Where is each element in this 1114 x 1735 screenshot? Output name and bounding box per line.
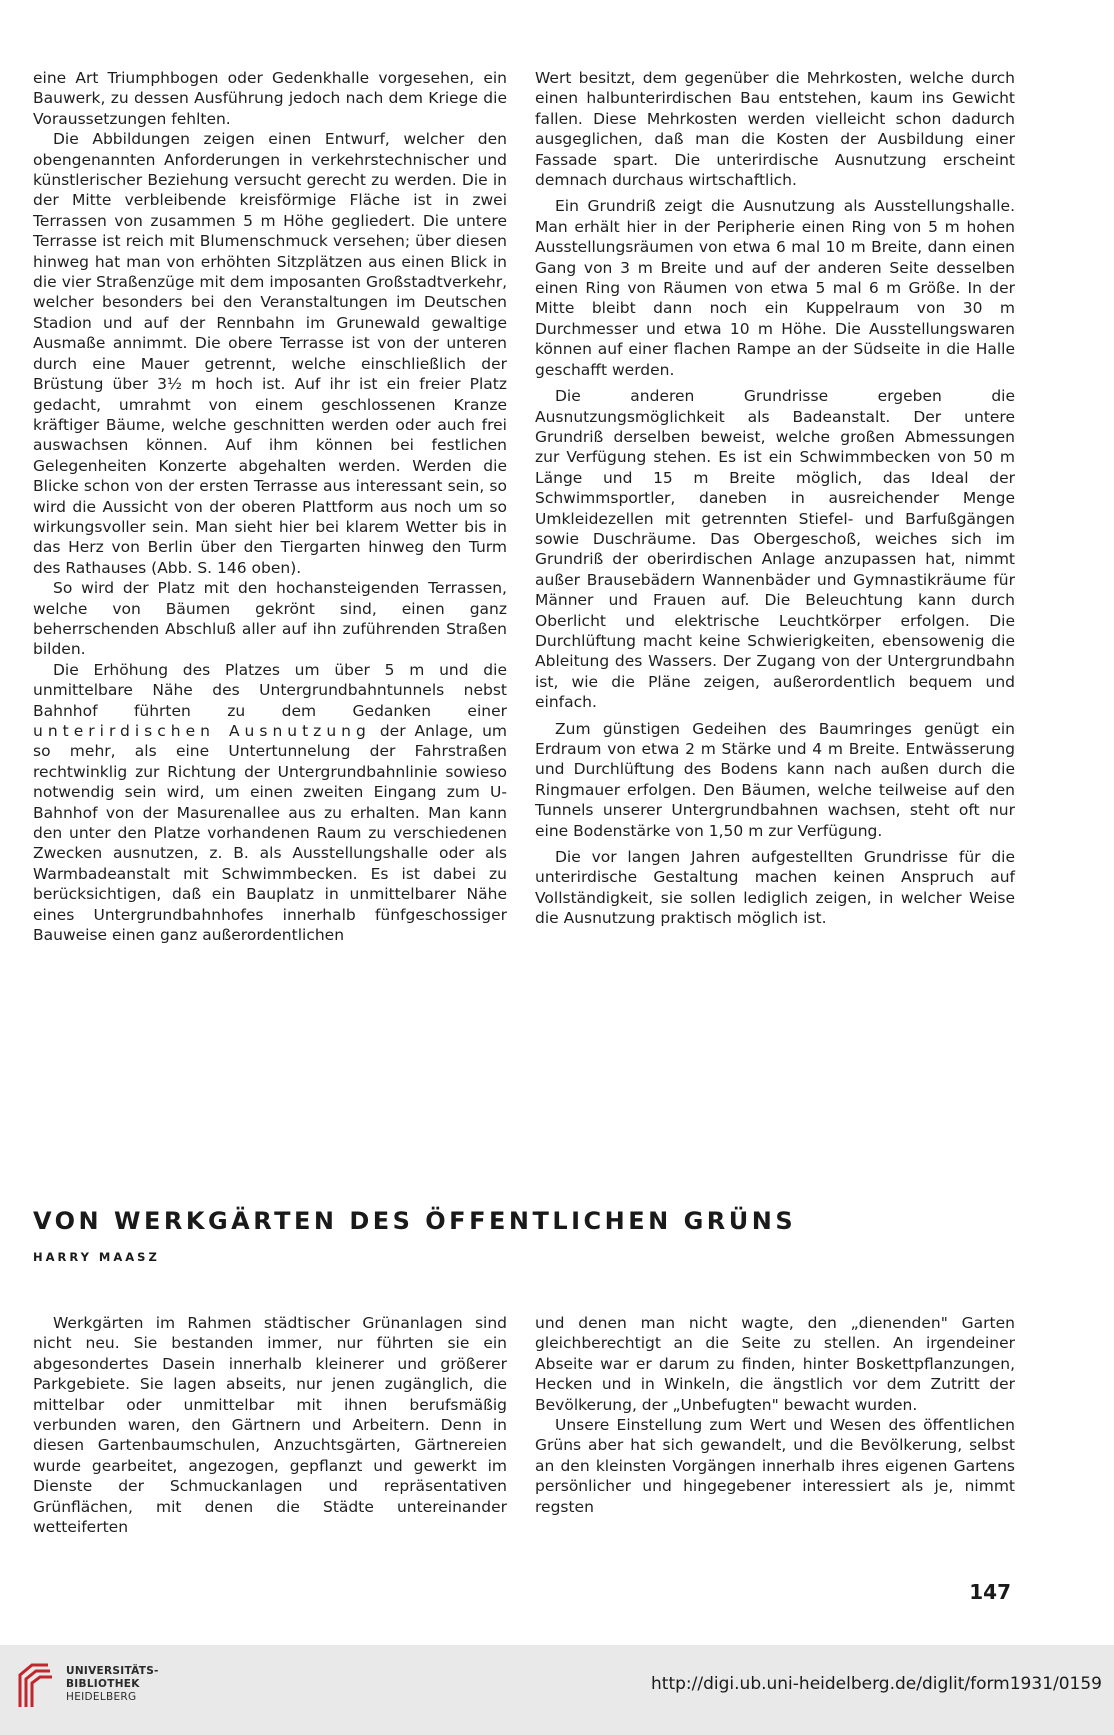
text-column-2 bbox=[535, 68, 1015, 929]
paragraph-text: der Anlage, um so mehr, als eine Untertunnelung der Fahrstraßen rechtwinklig zur Richtung der Untergrundbahnlinie sowieso notwendig sein wird, um einen zweiten Eingang zum U-Bahnhof von der Masurenallee aus zu erhalten. Man kann den unter den Platze vorhandenen Raum zu verschiedenen Zwecken ausnutzen, z. B. als Ausstellungshalle oder als Warmbadeanstalt mit Schwimmbecken. Es ist dabei zu berücksichtigen, daß ein Bauplatz in unmittelbarer Nähe eines Untergrundbahnhofes innerhalb fünfgeschossiger Bauweise einen ganz außerordentlichen bbox=[33, 722, 507, 945]
emphasized-text: unterirdischen Ausnutzung bbox=[33, 722, 371, 740]
library-logo-icon bbox=[12, 1661, 56, 1711]
page-number: 147 bbox=[969, 1580, 1011, 1604]
paragraph-text: Die Erhöhung des Platzes um über 5 m und die unmittelbare Nähe des Untergrundbahntunnels nebst Bahnhof führten zu dem Gedanken einer bbox=[33, 660, 507, 720]
library-name-line: UNIVERSITÄTS- bbox=[66, 1665, 159, 1677]
paragraph: Wert besitzt, dem gegenüber die Mehrkosten, welche durch einen halbunterirdischen Bau entstehen, kaum ins Gewicht fallen. Diese Mehrkosten werden vielleicht schon dadurch ausgeglichen, daß man die Kosten der Ausbildung einer Fassade spart. Die unterirdische Ausnutzung erscheint demnach durchaus wirtschaftlich. bbox=[535, 69, 1015, 190]
paragraph: und denen man nicht wagte, den „dienenden" Garten gleichberechtigt an die Seite zu stellen. An irgendeiner Abseite war er darum zu finden, hinter Boskettpflanzungen, Hecken und in Winkeln, die ängstlich vor dem Zutritt der Bevölkerung, der „Unbefugten" bewacht wurden. bbox=[535, 1314, 1015, 1414]
paragraph: Ein Grundriß zeigt die Ausnutzung als Ausstellungshalle. Man erhält hier in der Peripherie einen Ring von 5 m hohen Ausstellungsräumen von etwa 6 mal 10 m Breite, dann einen Gang von 3 m Breite und auf der anderen Seite desselben einen Ring von Räumen von etwa 5 mal 6 m Größe. In der Mitte bleibt dann noch ein Kuppelraum von 30 m Durchmesser und etwa 10 m Höhe. Die Ausstellungswaren können auf einer flachen Rampe an der Südseite in die Halle geschafft werden. bbox=[535, 197, 1015, 379]
text-column-3 bbox=[33, 1313, 507, 1537]
paragraph: Unsere Einstellung zum Wert und Wesen des öffentlichen Grüns aber hat sich gewandelt, und die Bevölkerung, selbst an den kleinsten Vorgängen innerhalb ihres eigenen Gartens persönlicher und hingegebener interessiert als je, nimmt regsten bbox=[535, 1416, 1015, 1516]
article-author: HARRY MAASZ bbox=[33, 1250, 160, 1264]
footer-bar bbox=[0, 1645, 1114, 1735]
paragraph: Zum günstigen Gedeihen des Baumringes genügt ein Erdraum von etwa 2 m Stärke und 4 m Breite. Entwässerung und Durchlüftung des Bodens kann nach außen durch die Ringmauer erfolgen. Den Bäumen, welche teilweise auf den Tunnels unserer Untergrundbahnen wachsen, steht oft nur eine Bodenstärke von 1,50 m zur Verfügung. bbox=[535, 719, 1015, 840]
paragraph bbox=[33, 660, 507, 946]
paragraph: Die vor langen Jahren aufgestellten Grundrisse für die unterirdische Gestaltung machen keinen Anspruch auf Vollständigkeit, sie sollen lediglich zeigen, in welcher Weise die Ausnutzung praktisch möglich ist. bbox=[535, 848, 1015, 928]
library-name-line: BIBLIOTHEK bbox=[66, 1678, 140, 1690]
paragraph: Die Abbildungen zeigen einen Entwurf, welcher den obengenannten Anforderungen in verkehrstechnischer und künstlerischer Beziehung versucht gerecht zu werden. Die in der Mitte verbleibende kreisförmige Fläche ist in zwei Terrassen von zusammen 5 m Höhe gegliedert. Die untere Terrasse ist reich mit Blumenschmuck versehen; über diesen hinweg hat man von erhöhten Sitzplätzen aus einen Blick in die vier Straßenzüge mit dem imposanten Großstadtverkehr, welcher besonders bei den Veranstaltungen im Deutschen Stadion und auf der Rennbahn im Grunewald gewaltige Ausmaße annimmt. Die obere Terrasse ist von der unteren durch eine Mauer getrennt, welche einschließlich der Brüstung über 3½ m hoch ist. Auf ihr ist ein freier Platz gedacht, umrahmt von einem geschlossenen Kranze kräftiger Bäume, welche geschnitten werden oder auch frei auswachsen können. Auf ihm können bei festlichen Gelegenheiten Konzerte abgehalten werden. Werden die Blicke schon von der ersten Terrasse aus interessant sein, so wird die Aussicht von der oberen Plattform aus noch um so wirkungsvoller sein. Man sieht hier bei klarem Wetter bis in das Herz von Berlin über den Tiergarten hinweg den Turm des Rathauses (Abb. S. 146 oben). bbox=[33, 130, 507, 577]
text-column-4 bbox=[535, 1313, 1015, 1517]
paragraph: Werkgärten im Rahmen städtischer Grünanlagen sind nicht neu. Sie bestanden immer, nur führten sie ein abgesondertes Dasein innerhalb kleinerer und größerer Parkgebiete. Sie lagen abseits, nur jenen zugänglich, die mittelbar oder unmittelbar mit ihnen berufsmäßig verbunden waren, den Gärtnern und Arbeitern. Denn in diesen Gartenbaumschulen, Anzuchtsgärten, Gärtnereien wurde gearbeitet, angezogen, gepflanzt und gewerkt im Dienste der Schmuckanlagen und repräsentativen Grünflächen, mit denen die Städte untereinander wetteiferten bbox=[33, 1314, 507, 1537]
article-title: VON WERKGÄRTEN DES ÖFFENTLICHEN GRÜNS bbox=[33, 1207, 797, 1235]
library-name bbox=[66, 1665, 159, 1704]
paragraph: eine Art Triumphbogen oder Gedenkhalle vorgesehen, ein Bauwerk, zu dessen Ausführung jedoch nach dem Kriege die Voraussetzungen fehlten. bbox=[33, 69, 507, 128]
library-name-line: HEIDELBERG bbox=[66, 1691, 137, 1703]
text-column-1 bbox=[33, 68, 507, 945]
paragraph: So wird der Platz mit den hochansteigenden Terrassen, welche von Bäumen gekrönt sind, einen ganz beherrschenden Abschluß aller auf ihn zuführenden Straßen bilden. bbox=[33, 579, 507, 659]
source-url-link[interactable]: http://digi.ub.uni-heidelberg.de/diglit/form1931/0159 bbox=[651, 1674, 1102, 1694]
paragraph: Die anderen Grundrisse ergeben die Ausnutzungsmöglichkeit als Badeanstalt. Der untere Grundriß derselben beweist, welche großen Abmessungen zur Verfügung stehen. Es ist ein Schwimmbecken von 50 m Länge und 15 m Breite möglich, das Ideal der Schwimmsportler, daneben in ausreichender Menge Umkleidezellen mit getrennten Stiefel- und Barfußgängen sowie Duschräume. Das Obergeschoß, weiches sich im Grundriß der oberirdischen Anlage anzupassen hat, nimmt außer Brausebädern Wannenbäder und Gymnastikräume für Männer und Frauen auf. Die Beleuchtung kann durch Oberlicht und elektrische Leuchtkörper erfolgen. Die Durchlüftung macht keine Schwierigkeiten, ebensowenig die Ableitung des Wassers. Der Zugang von der Untergrundbahn ist, wie die Pläne zeigen, außerordentlich bequem und einfach. bbox=[535, 387, 1015, 712]
